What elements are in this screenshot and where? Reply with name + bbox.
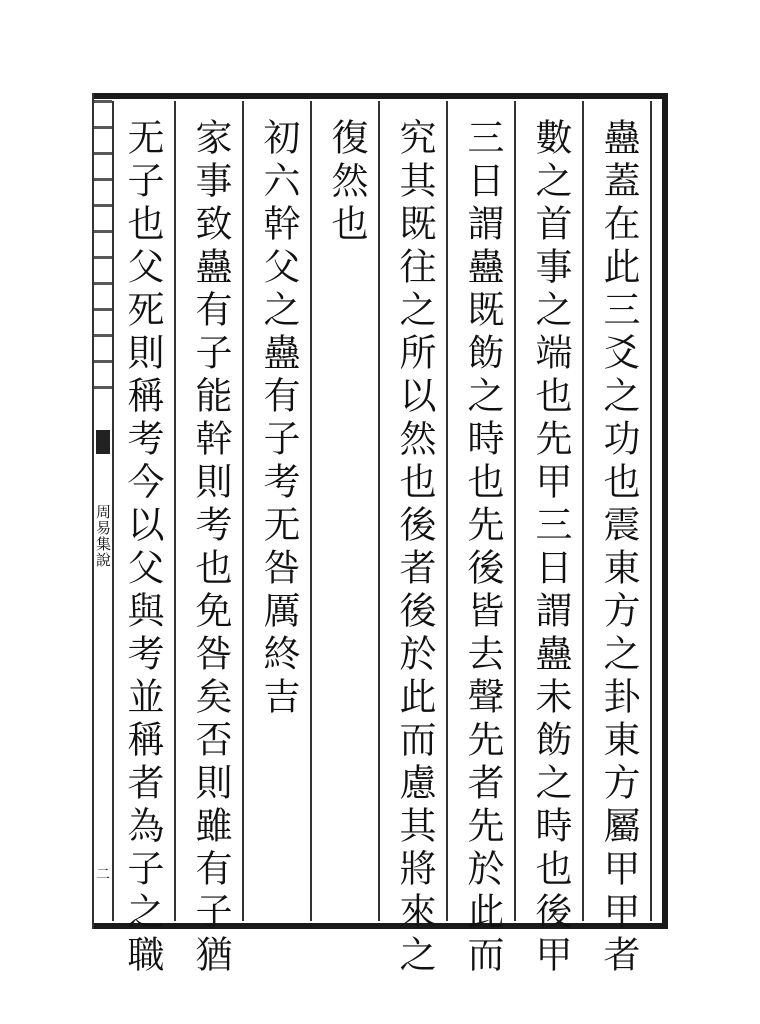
column-divider [378,101,380,921]
book-gutter [94,100,112,922]
page-number: 二 [96,867,110,883]
column-divider [582,101,584,921]
text-column-1: 蠱蓋在此三爻之功也震東方之卦東方屬甲甲者 [597,118,640,978]
text-column-3: 三日謂蠱既飭之時也先後皆去聲先者先於此而 [461,118,504,978]
text-column-5: 復然也 [325,118,368,247]
text-column-2: 數之首事之端也先甲三日謂蠱未飭之時也後甲 [529,118,572,978]
fish-tail-mark-icon [96,430,110,454]
page-frame [92,93,668,929]
frame-bottom-rule [92,923,668,929]
text-column-7: 家事致蠱有子能幹則考也免咎矣否則雖有子猶 [189,118,232,978]
text-column-6: 初六幹父之蠱有子考无咎厲終吉 [257,118,300,720]
column-divider [514,101,516,921]
column-divider [446,101,448,921]
column-divider [650,101,652,921]
column-divider [310,101,312,921]
frame-top-rule [92,93,668,99]
frame-right-rule [662,93,668,929]
column-divider [174,101,176,921]
column-divider [242,101,244,921]
text-column-8: 无子也父死則稱考今以父與考並稱者為子之職 [121,118,164,978]
column-divider [112,101,114,921]
text-column-4: 究其既往之所以然也後者後於此而慮其將來之 [393,118,436,978]
gutter-book-title: 周易集說 [94,504,112,568]
gutter-decoration [94,100,112,400]
